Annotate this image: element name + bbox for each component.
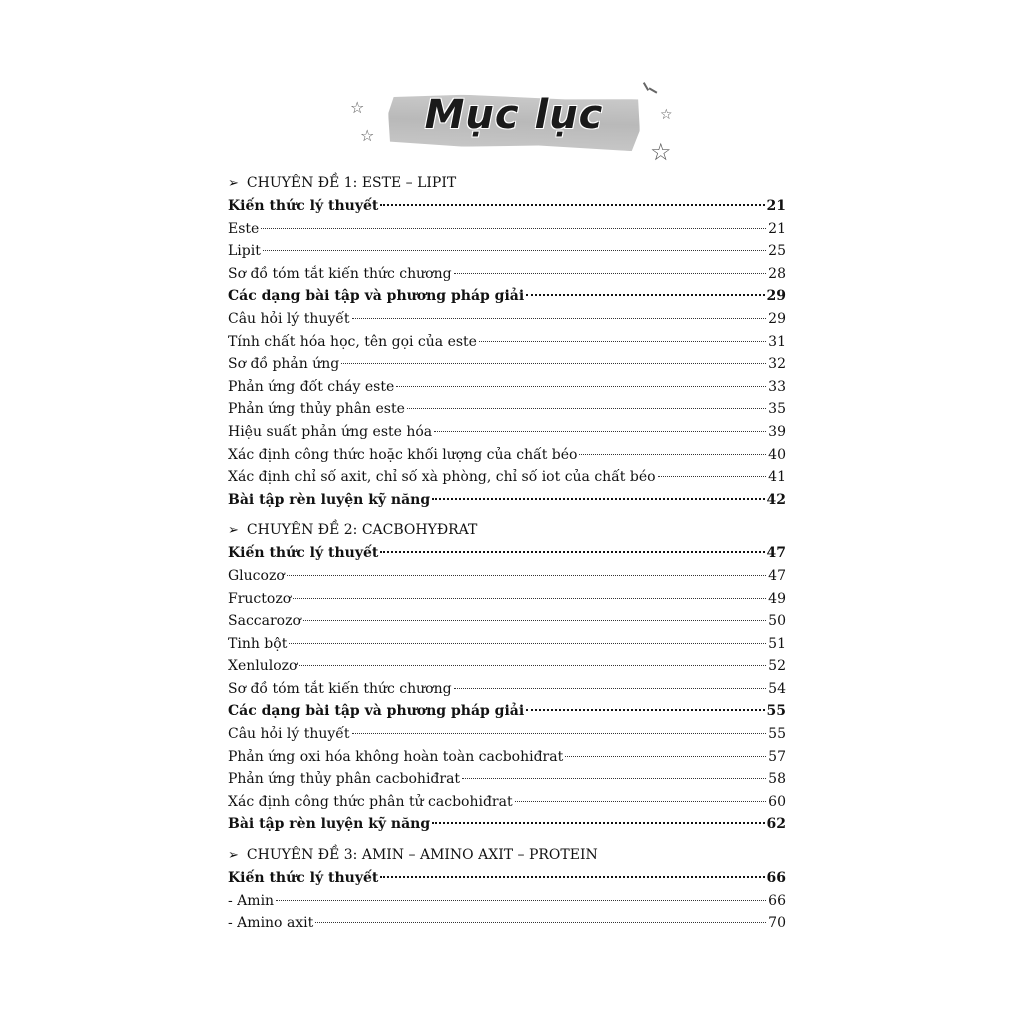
toc-entry-page: 21 — [768, 220, 786, 237]
toc-entry — [228, 218, 786, 241]
section-heading-text: CHUYÊN ĐỀ 1: ESTE – LIPIT — [246, 175, 457, 191]
toc-entry-label: Phản ứng thủy phân cacbohiđrat — [228, 771, 461, 788]
toc-entry — [228, 308, 786, 331]
toc-entry-label: Xác định công thức hoặc khối lượng của chất béo — [228, 446, 578, 463]
arrow-bullet-icon: ➢ — [228, 848, 239, 864]
dot-leader — [261, 228, 766, 229]
toc-entry — [228, 398, 786, 421]
dot-leader — [341, 363, 766, 364]
toc-entry-label: Hiệu suất phản ứng este hóa — [228, 423, 433, 440]
toc-entry-page: 47 — [768, 567, 786, 584]
toc-entry-label: Fructozơ — [228, 590, 292, 607]
dot-leader — [289, 643, 766, 644]
toc-entry — [228, 331, 786, 354]
toc-entry — [228, 588, 786, 611]
toc-entry-label: Glucozơ — [228, 567, 285, 584]
dot-leader — [432, 822, 764, 824]
dot-leader — [293, 598, 766, 599]
toc-entry — [228, 285, 786, 308]
star-icon: ☆ — [660, 107, 673, 123]
toc-entry-page: 21 — [766, 198, 786, 214]
toc-entry — [228, 768, 786, 791]
toc-entry — [228, 746, 786, 769]
toc-entry-page: 39 — [768, 423, 786, 440]
toc-entry-page: 62 — [766, 816, 786, 833]
dot-leader — [303, 620, 766, 621]
toc-entry — [228, 912, 786, 935]
toc-entry-label: Các dạng bài tập và phương pháp giải — [228, 703, 525, 720]
title-banner — [340, 78, 690, 168]
toc-entry — [228, 791, 786, 814]
toc-entry-label: Sơ đồ tóm tắt kiến thức chương — [228, 265, 452, 282]
star-icon: ☆ — [350, 98, 365, 117]
toc-entry — [228, 565, 786, 588]
dot-leader — [454, 688, 767, 689]
dot-leader — [432, 498, 764, 500]
section-heading-text: CHUYÊN ĐỀ 2: CACBOHYĐRAT — [246, 522, 478, 539]
toc-entry — [228, 421, 786, 444]
toc-entry-page: 58 — [768, 771, 786, 788]
toc-entry — [228, 633, 786, 656]
dot-leader — [526, 294, 764, 296]
toc-entry-label: - Amino axit — [228, 915, 314, 932]
toc-entry — [228, 890, 786, 913]
toc-entry-label: Xác định chỉ số axit, chỉ số xà phòng, chỉ số iot của chất béo — [228, 469, 656, 486]
dot-leader — [263, 250, 766, 251]
toc-entry-label: Câu hỏi lý thuyết — [228, 310, 350, 327]
toc-entry-page: 54 — [768, 680, 786, 697]
toc-entry-label: - Amin — [228, 892, 275, 909]
toc-entry-label: Sơ đồ phản ứng — [228, 356, 340, 373]
toc-entry-label: Phản ứng oxi hóa không hoàn toàn cacbohiđrat — [228, 748, 564, 765]
toc-entry-page: 35 — [768, 401, 786, 418]
toc-entry — [228, 240, 786, 263]
toc-entry — [228, 610, 786, 633]
toc-entry-label: Kiến thức lý thuyết — [228, 870, 379, 887]
toc-entry-page: 28 — [768, 265, 786, 282]
toc-entry — [228, 489, 786, 512]
toc-entry — [228, 542, 786, 565]
dot-leader — [454, 273, 767, 274]
toc-entry-page: 57 — [768, 748, 786, 765]
toc-entry — [228, 700, 786, 723]
toc-entry-label: Bài tập rèn luyện kỹ năng — [228, 816, 431, 833]
dot-leader — [380, 876, 764, 878]
dot-leader — [526, 709, 764, 711]
section-heading — [228, 844, 786, 867]
dot-leader — [380, 204, 764, 206]
dot-leader — [276, 900, 766, 901]
toc-entry-label: Tính chất hóa học, tên gọi của este — [228, 333, 477, 350]
toc-entry — [228, 678, 786, 701]
toc-entry-page: 42 — [766, 491, 786, 508]
toc-entry-label: Saccarozơ — [228, 613, 301, 630]
toc-entry — [228, 263, 786, 286]
dot-leader — [352, 733, 767, 734]
toc-entry — [228, 353, 786, 376]
toc-entry-page: 33 — [768, 378, 786, 395]
dot-leader — [396, 386, 766, 387]
toc-entry-page: 55 — [768, 726, 786, 743]
toc-entry-label: Kiến thức lý thuyết — [228, 545, 379, 562]
dot-leader — [287, 575, 766, 576]
star-icon: ☆ — [650, 138, 672, 166]
toc-entry-page: 25 — [768, 243, 786, 260]
page-title: Mục lục — [424, 92, 604, 138]
toc-entry-page: 29 — [766, 288, 786, 305]
table-of-contents — [228, 172, 786, 935]
dot-leader — [407, 408, 766, 409]
toc-entry-label: Xác định công thức phân tử cacbohiđrat — [228, 793, 513, 810]
dot-leader — [380, 551, 764, 553]
section-heading — [228, 172, 786, 195]
dot-leader — [579, 454, 766, 455]
toc-entry-page: 47 — [766, 545, 786, 562]
dot-leader — [299, 665, 766, 666]
toc-entry-page: 51 — [768, 635, 786, 652]
toc-entry-page: 32 — [768, 356, 786, 373]
section-heading-text: CHUYÊN ĐỀ 3: AMIN – AMINO AXIT – PROTEIN — [246, 847, 598, 864]
toc-entry-page: 55 — [766, 703, 786, 720]
toc-entry-page: 52 — [768, 658, 786, 675]
dot-leader — [479, 341, 766, 342]
section-gap — [228, 511, 786, 519]
star-icon: ☆ — [360, 126, 375, 145]
dot-leader — [515, 801, 767, 802]
dot-leader — [462, 778, 766, 779]
toc-entry-page: 66 — [766, 870, 786, 887]
toc-entry-label: Phản ứng thủy phân este — [228, 401, 405, 418]
toc-entry — [228, 376, 786, 399]
toc-entry — [228, 444, 786, 467]
toc-entry — [228, 466, 786, 489]
toc-entry-page: 31 — [768, 333, 786, 350]
dot-leader — [434, 431, 766, 432]
toc-entry-label: Tinh bột — [228, 635, 288, 652]
toc-entry-page: 49 — [768, 590, 786, 607]
arrow-bullet-icon: ➢ — [228, 523, 239, 539]
toc-entry-label: Phản ứng đốt cháy este — [228, 378, 395, 395]
toc-entry-page: 40 — [768, 446, 786, 463]
toc-entry-label: Xenlulozơ — [228, 658, 298, 675]
toc-entry — [228, 867, 786, 890]
toc-entry — [228, 813, 786, 836]
toc-entry-page: 29 — [768, 310, 786, 327]
section-heading — [228, 519, 786, 542]
dot-leader — [352, 318, 767, 319]
toc-entry — [228, 723, 786, 746]
toc-entry-label: Bài tập rèn luyện kỹ năng — [228, 491, 431, 508]
toc-entry-label: Các dạng bài tập và phương pháp giải — [228, 288, 525, 305]
toc-entry-page: 70 — [768, 915, 786, 932]
toc-entry — [228, 195, 786, 218]
dot-leader — [315, 922, 766, 923]
section-gap — [228, 836, 786, 844]
toc-entry-label: Kiến thức lý thuyết — [228, 198, 379, 214]
toc-entry-page: 60 — [768, 793, 786, 810]
arrow-bullet-icon: ➢ — [228, 176, 239, 191]
toc-entry-label: Lipit — [228, 243, 261, 260]
toc-entry-label: Câu hỏi lý thuyết — [228, 726, 350, 743]
toc-entry-label: Este — [228, 220, 260, 237]
toc-entry-label: Sơ đồ tóm tắt kiến thức chương — [228, 680, 452, 697]
toc-entry-page: 66 — [768, 892, 786, 909]
toc-entry — [228, 655, 786, 678]
dot-leader — [565, 756, 766, 757]
dot-leader — [658, 476, 767, 477]
toc-entry-page: 50 — [768, 613, 786, 630]
toc-entry-page: 41 — [768, 469, 786, 486]
